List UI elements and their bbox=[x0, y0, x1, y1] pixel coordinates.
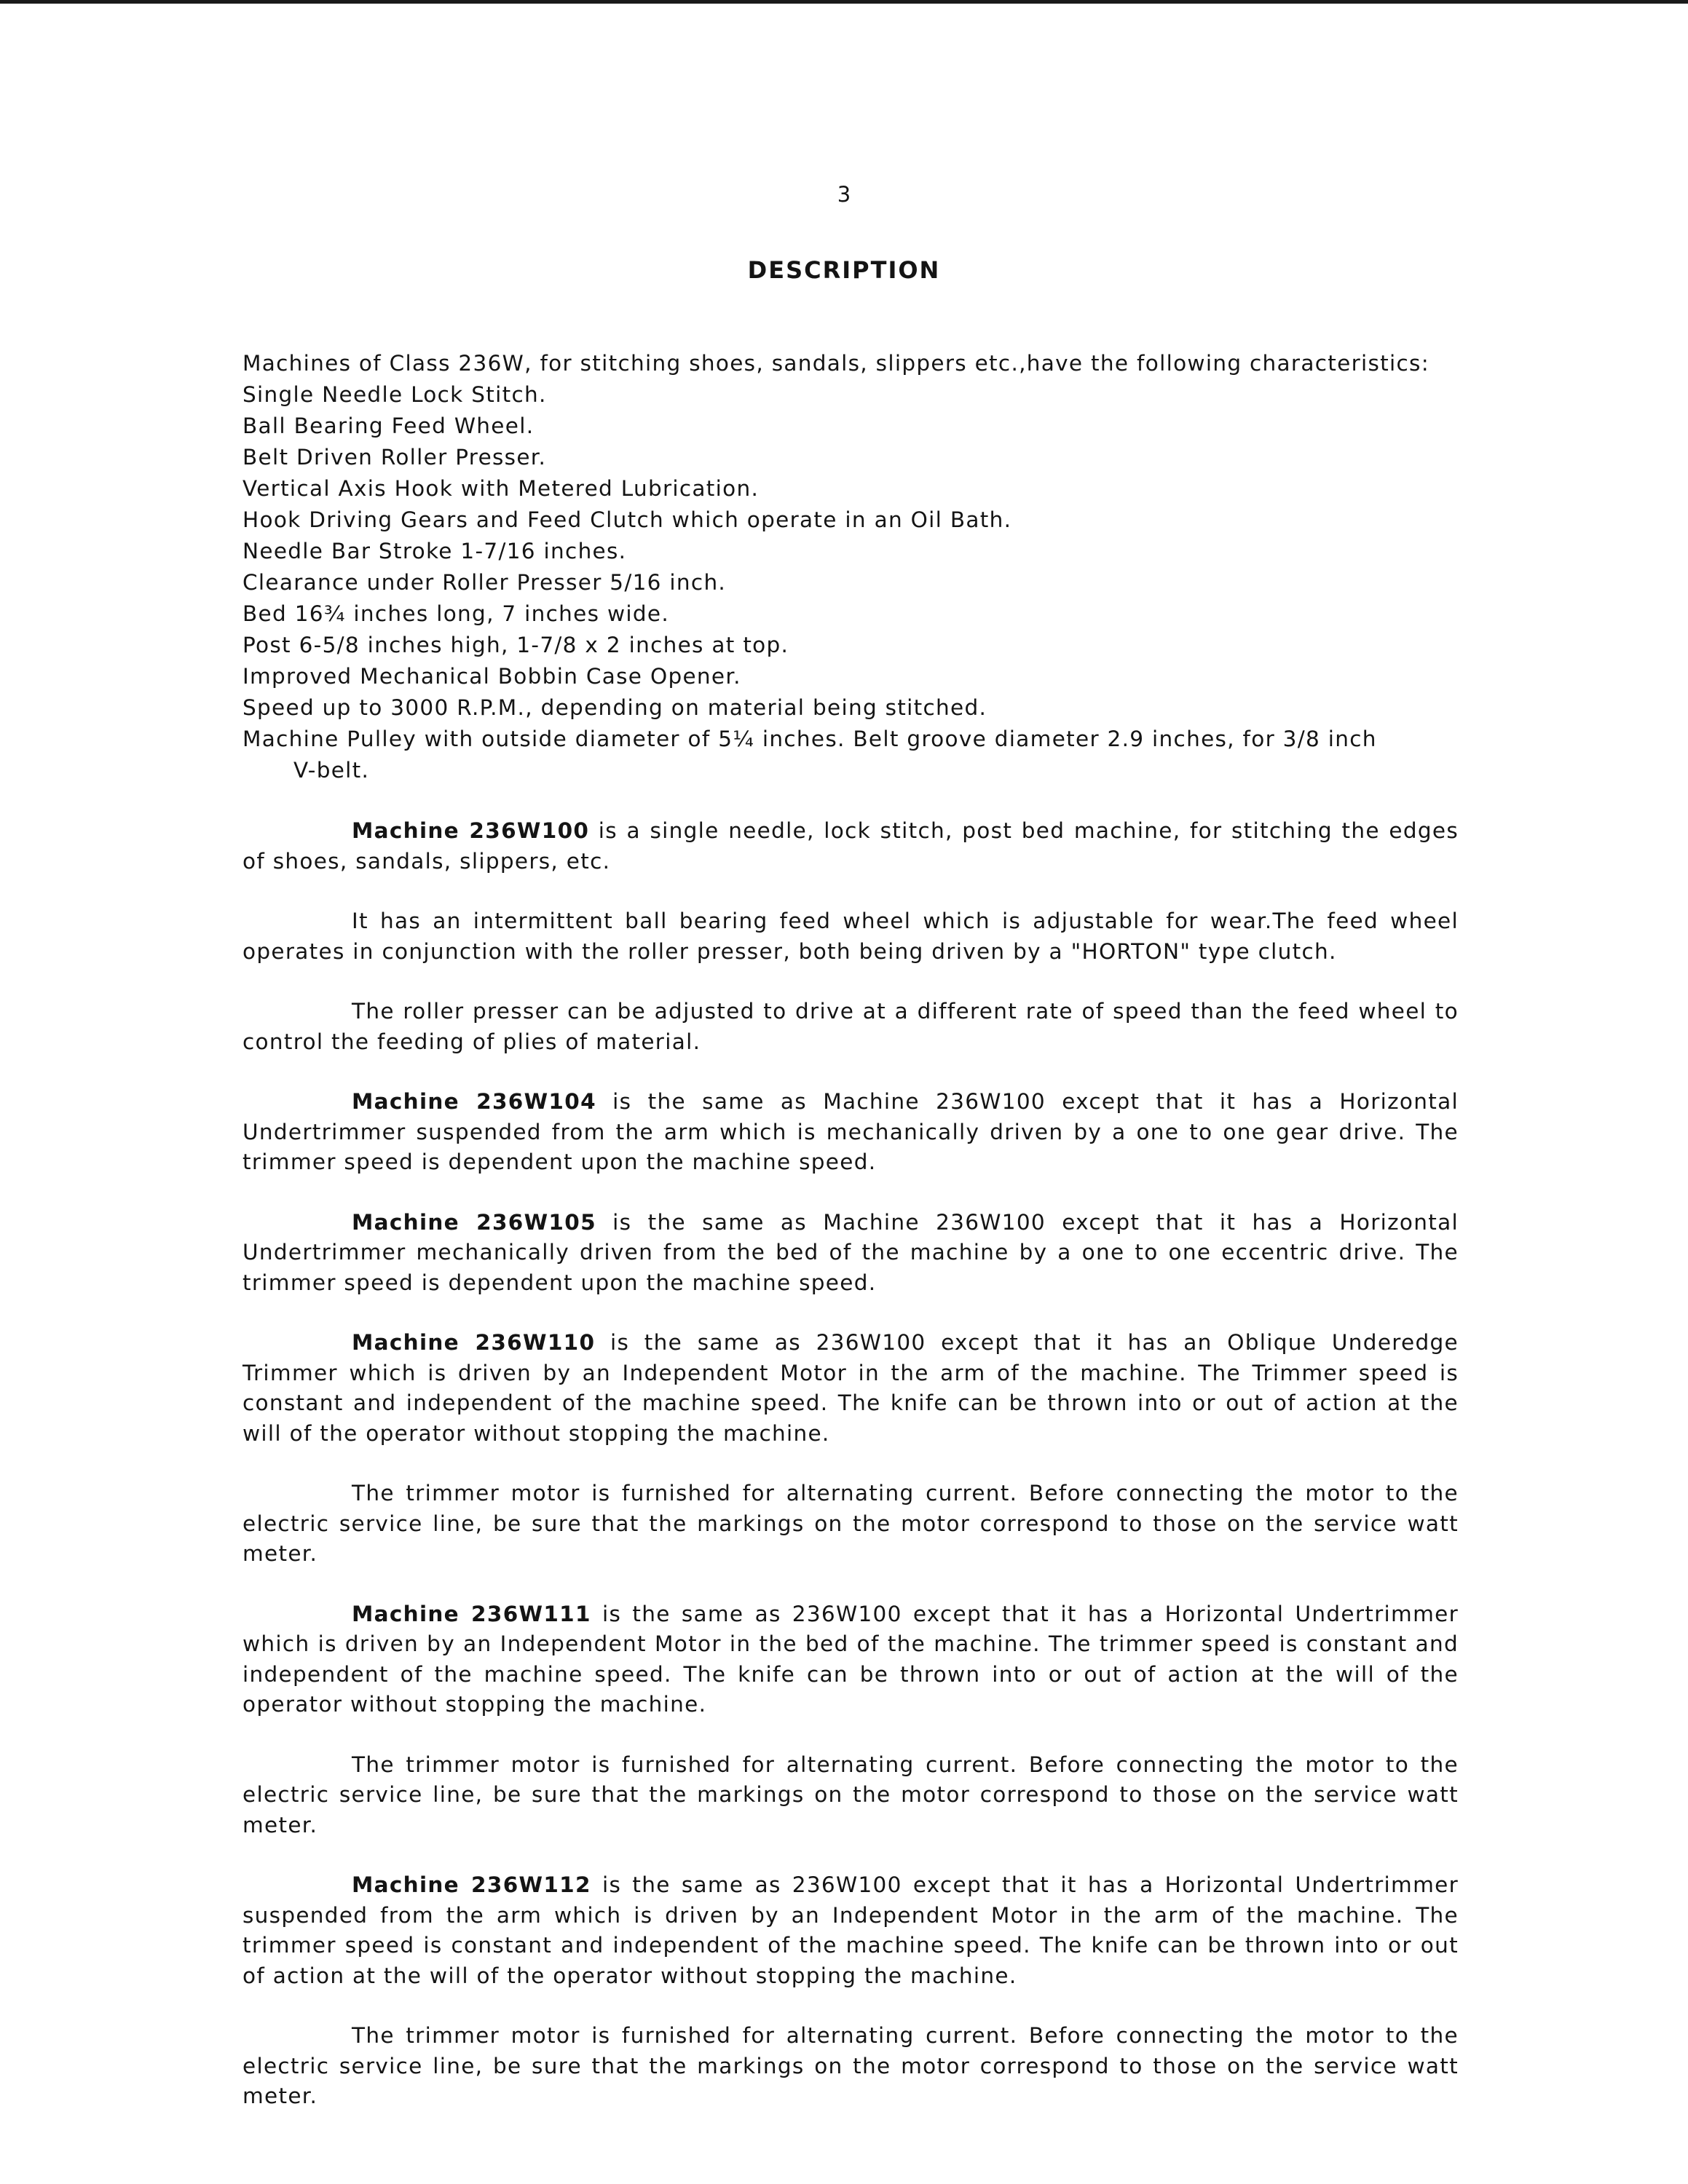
characteristic-item: Improved Mechanical Bobbin Case Opener. bbox=[242, 664, 741, 689]
paragraph-text: The trimmer motor is furnished for alternating current. Before connecting the motor to the electric service line, be sure that the markings on the motor correspond to those on the service watt meter. bbox=[242, 1481, 1459, 1566]
characteristic-item: Bed 16¾ inches long, 7 inches wide. bbox=[242, 601, 670, 626]
characteristic-item: Single Needle Lock Stitch. bbox=[242, 382, 547, 407]
characteristic-item: Speed up to 3000 R.P.M., depending on material being stitched. bbox=[242, 695, 987, 720]
paragraph-text: is the same as 236W100 except that it has an Oblique Underedge Trimmer which is driven by an Independent Motor in the arm of the machine. The Trimmer speed is constant and independent of the machine speed. The knife can be thrown into or out of action at the will of the operator without stopping the machine. bbox=[242, 1330, 1459, 1446]
characteristics-list bbox=[242, 348, 1459, 786]
model-name: Machine 236W111 bbox=[352, 1601, 591, 1626]
paragraph-text: is the same as 236W100 except that it has a Horizontal Undertrimmer which is driven by an Independent Motor in the bed of the machine. The trimmer speed is constant and independent of the machine speed. The knife can be thrown into or out of action at the will of the operator without stopping the machine. bbox=[242, 1601, 1459, 1717]
paragraph-236w110 bbox=[242, 1328, 1459, 1449]
paragraph-text: is the same as Machine 236W100 except that it has a Horizontal Undertrimmer suspended from the arm which is mechanically driven by a one to one gear drive. The trimmer speed is dependent upon the machine speed. bbox=[242, 1089, 1459, 1174]
paragraph-236w100 bbox=[242, 816, 1459, 877]
paragraph-motor-note-2 bbox=[242, 1750, 1459, 1841]
model-name: Machine 236W104 bbox=[352, 1089, 596, 1114]
paragraph-text: is a single needle, lock stitch, post bed machine, for stitching the edges of shoes, sandals, slippers, etc. bbox=[242, 818, 1459, 874]
characteristic-item: Post 6-5/8 inches high, 1-7/8 x 2 inches at top. bbox=[242, 633, 789, 657]
characteristic-item: Needle Bar Stroke 1-7/16 inches. bbox=[242, 539, 627, 563]
characteristic-item: Clearance under Roller Presser 5/16 inch. bbox=[242, 570, 727, 595]
paragraph-motor-note-1 bbox=[242, 1479, 1459, 1570]
paragraph-236w112 bbox=[242, 1870, 1459, 1991]
characteristic-item: Ball Bearing Feed Wheel. bbox=[242, 414, 535, 438]
paragraph-motor-note-3 bbox=[242, 2021, 1459, 2112]
page-number: 3 bbox=[837, 182, 851, 207]
model-name: Machine 236W110 bbox=[352, 1330, 596, 1355]
characteristic-item: Machine Pulley with outside diameter of 5¼ inches. Belt groove diameter 2.9 inches, for 3/8 inch bbox=[242, 727, 1377, 751]
characteristic-item: Hook Driving Gears and Feed Clutch which operate in an Oil Bath. bbox=[242, 507, 1012, 532]
characteristic-item: Belt Driven Roller Presser. bbox=[242, 445, 547, 470]
paragraph-text: is the same as 236W100 except that it has a Horizontal Undertrimmer suspended from the arm which is driven by an Independent Motor in the arm of the machine. The trimmer speed is constant and independent of the machine speed. The knife can be thrown into or out of action at the will of the operator without stopping the machine. bbox=[242, 1872, 1459, 1988]
paragraph-text: The roller presser can be adjusted to drive at a different rate of speed than the feed wheel to control the feeding of plies of material. bbox=[242, 999, 1459, 1054]
paragraph-text: It has an intermittent ball bearing feed wheel which is adjustable for wear.The feed wheel operates in conjunction with the roller presser, both being driven by a "HORTON" type clutch. bbox=[242, 909, 1459, 964]
paragraph-text: The trimmer motor is furnished for alternating current. Before connecting the motor to the electric service line, be sure that the markings on the motor correspond to those on the service watt meter. bbox=[242, 1752, 1459, 1837]
paragraph-236w111 bbox=[242, 1599, 1459, 1720]
paragraph-feed-wheel bbox=[242, 906, 1459, 967]
document-body bbox=[242, 348, 1459, 2112]
paragraph-text: is the same as Machine 236W100 except that it has a Horizontal Undertrimmer mechanically driven from the bed of the machine by a one to one eccentric drive. The trimmer speed is dependent upon the machine speed. bbox=[242, 1209, 1459, 1295]
characteristic-item: Vertical Axis Hook with Metered Lubrication. bbox=[242, 476, 760, 501]
model-name: Machine 236W112 bbox=[352, 1872, 591, 1897]
paragraph-text: The trimmer motor is furnished for alternating current. Before connecting the motor to the electric service line, be sure that the markings on the motor correspond to those on the service watt meter. bbox=[242, 2023, 1459, 2108]
paragraph-236w105 bbox=[242, 1208, 1459, 1299]
model-name: Machine 236W100 bbox=[352, 818, 590, 843]
paragraph-236w104 bbox=[242, 1087, 1459, 1178]
characteristic-item-continued: V-belt. bbox=[293, 758, 370, 783]
model-name: Machine 236W105 bbox=[352, 1209, 596, 1235]
paragraph-roller-presser bbox=[242, 997, 1459, 1057]
page-title: DESCRIPTION bbox=[747, 256, 941, 284]
top-border-rule bbox=[0, 0, 1688, 4]
intro-line: Machines of Class 236W, for stitching shoes, sandals, slippers etc.,have the following characteristics: bbox=[242, 351, 1429, 376]
